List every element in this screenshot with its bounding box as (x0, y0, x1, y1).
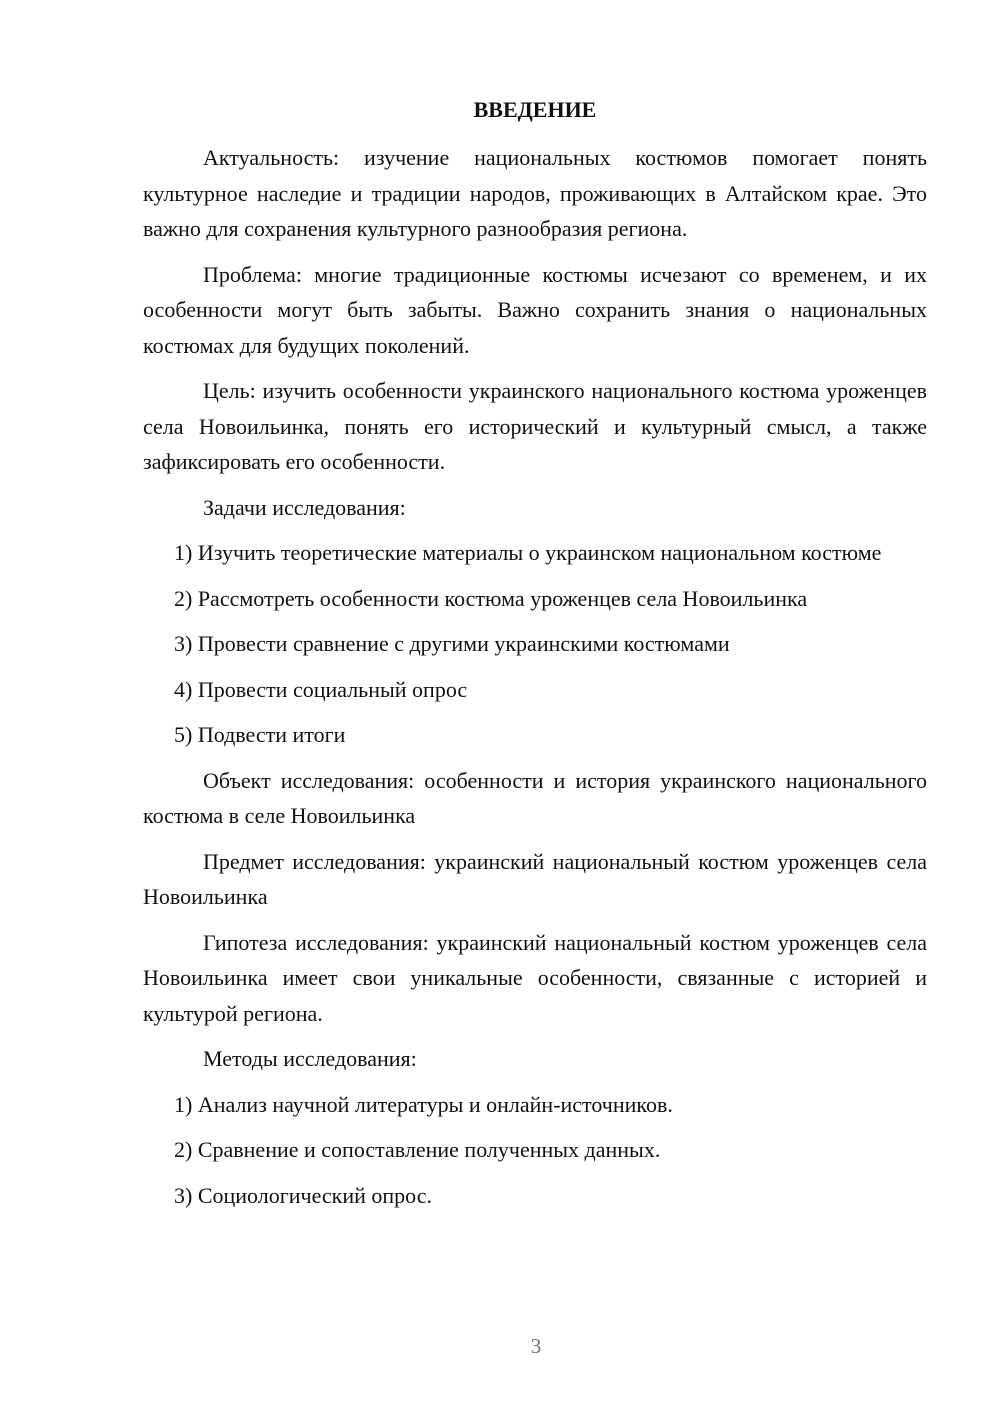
tasks-list (143, 535, 927, 753)
list-item: 1) Анализ научной литературы и онлайн-источников. (174, 1091, 673, 1117)
list-item: 4) Провести социальный опрос (174, 676, 468, 702)
subject-paragraph: Предмет исследования: украинский национальный костюм уроженцев села Новоильинка (143, 848, 927, 909)
tasks-heading: Задачи исследования: (203, 494, 406, 520)
goal-paragraph: Цель: изучить особенности украинского национального костюма уроженцев села Новоильинка, понять его исторический и культурный смысл, а также зафиксировать его особенности. (143, 378, 927, 474)
list-item: 2) Рассмотреть особенности костюма уроженцев села Новоильинка (174, 585, 808, 611)
problem-paragraph: Проблема: многие традиционные костюмы исчезают со временем, и их особенности могут быть забыты. Важно сохранить знания о национальных костюмах для будущих поколений. (143, 261, 927, 358)
document-page (143, 96, 927, 1223)
list-item: 1) Изучить теоретические материалы о украинском национальном костюме (174, 540, 882, 565)
hypothesis-paragraph: Гипотеза исследования: украинский национальный костюм уроженцев села Новоильинка имеет свои уникальные особенности, связанные с историей и культурой региона. (143, 929, 927, 1026)
list-item: 2) Сравнение и сопоставление полученных данных. (174, 1137, 661, 1162)
relevance-paragraph: Актуальность: изучение национальных костюмов помогает понять культурное наследие и традиции народов, проживающих в Алтайском крае. Это важно для сохранения культурного разнообразия региона. (143, 145, 927, 241)
list-item: 5) Подвести итоги (174, 722, 346, 747)
page-title: ВВЕДЕНИЕ (473, 97, 597, 122)
page-number: 3 (530, 1334, 542, 1358)
methods-list (143, 1087, 927, 1214)
list-item: 3) Социологический опрос. (174, 1182, 432, 1208)
object-paragraph: Объект исследования: особенности и история украинского национального костюма в селе Новоильинка (143, 767, 927, 828)
list-item: 3) Провести сравнение с другими украинскими костюмами (174, 631, 730, 656)
methods-heading: Методы исследования: (203, 1046, 417, 1071)
